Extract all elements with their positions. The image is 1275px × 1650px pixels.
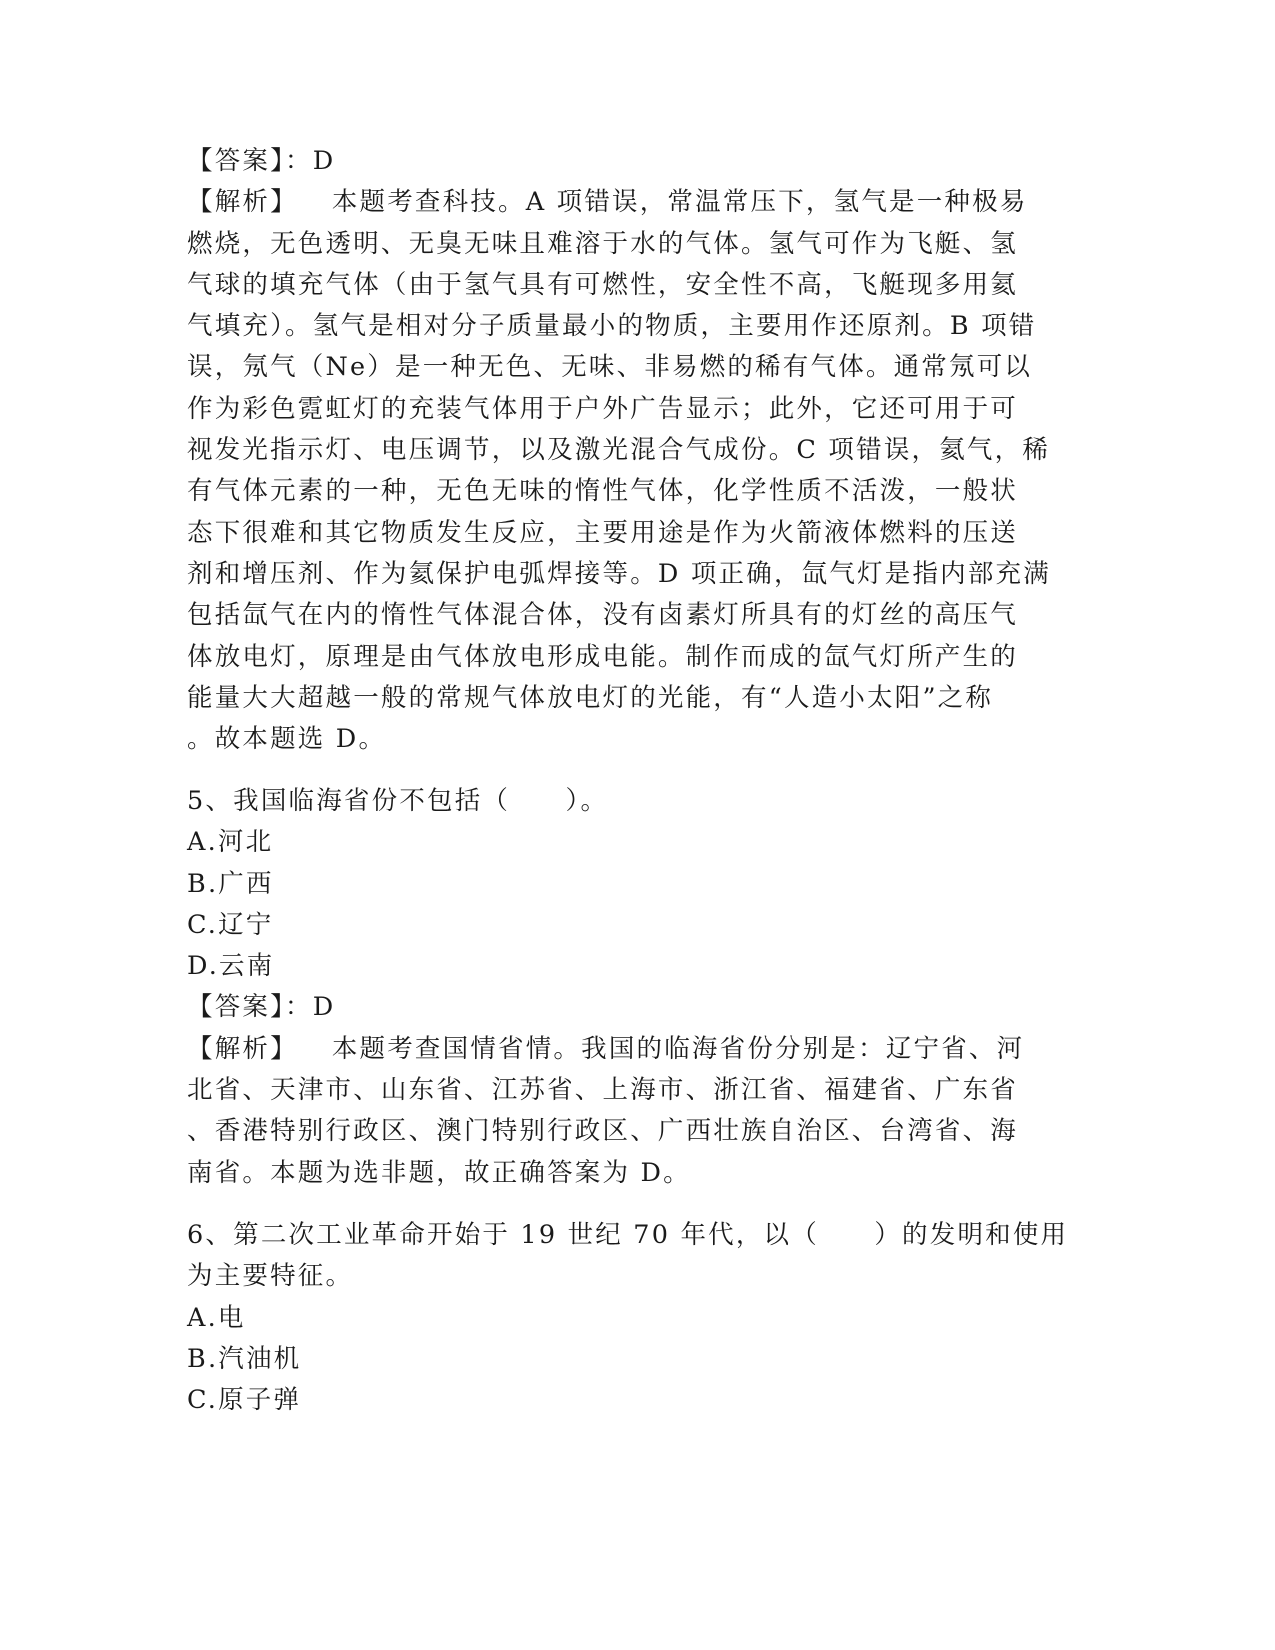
analysis-text: 体放电灯，原理是由气体放电形成电能。制作而成的氙气灯所产生的 — [187, 641, 1019, 672]
q5-analysis-line — [187, 1029, 1087, 1070]
q6-section — [187, 1215, 1087, 1421]
q4-answer-section — [187, 141, 1087, 760]
option-b: B.广西 — [187, 868, 274, 899]
q4-answer-line — [187, 141, 1087, 182]
option-c: C.原子弹 — [187, 1385, 302, 1416]
analysis-text: 误，氖气（Ne）是一种无色、无味、非易燃的稀有气体。通常氖可以 — [187, 352, 1033, 383]
analysis-text: 气填充）。氢气是相对分子质量最小的物质，主要用作还原剂。B 项错 — [187, 311, 1037, 342]
analysis-text: 能量大大超越一般的常规气体放电灯的光能，有“人造小太阳”之称 — [187, 682, 994, 713]
answer-label: 【答案】： — [187, 146, 313, 176]
analysis-text: 南省。本题为选非题，故正确答案为 D。 — [187, 1157, 691, 1188]
option-a: A.河北 — [187, 827, 274, 858]
analysis-text: 北省、天津市、山东省、江苏省、上海市、浙江省、福建省、广东省 — [187, 1075, 1019, 1106]
question-text: 5、我国临海省份不包括（ ）。 — [187, 786, 609, 816]
option-a: A.电 — [187, 1302, 246, 1333]
analysis-text: 剂和增压剂、作为氦保护电弧焊接等。D 项正确，氙气灯是指内部充满 — [187, 558, 1051, 589]
answer-value: D — [312, 146, 336, 176]
answer-label: 【答案】： — [187, 992, 313, 1023]
analysis-text: 态下很难和其它物质发生反应，主要用途是作为火箭液体燃料的压送 — [187, 517, 1019, 548]
analysis-text: 作为彩色霓虹灯的充装气体用于户外广告显示；此外，它还可用于可 — [187, 393, 1019, 424]
analysis-text: 。故本题选 D。 — [187, 724, 387, 755]
analysis-text: 燃烧，无色透明、无臭无味且难溶于水的气体。氢气可作为飞艇、氢 — [187, 228, 1019, 259]
analysis-text: 本题考查国情省情。我国的临海省份分别是：辽宁省、河 — [331, 1033, 1025, 1064]
analysis-text: 视发光指示灯、电压调节，以及激光混合气成份。C 项错误，氦气，稀 — [187, 435, 1051, 466]
answer-value: D — [312, 992, 336, 1023]
analysis-text: 本题考查科技。A 项错误，常温常压下，氢气是一种极易 — [331, 187, 1028, 218]
q5-answer-line — [187, 987, 1087, 1028]
analysis-label: 【解析】 — [187, 1033, 298, 1064]
q5-section — [187, 781, 1087, 1194]
analysis-text: 包括氙气在内的惰性气体混合体，没有卤素灯所具有的灯丝的高压气 — [187, 600, 1019, 631]
analysis-text: 、香港特别行政区、澳门特别行政区、广西壮族自治区、台湾省、海 — [187, 1116, 1019, 1147]
option-d: D.云南 — [187, 951, 275, 982]
option-b: B.汽油机 — [187, 1343, 302, 1374]
analysis-text: 有气体元素的一种，无色无味的惰性气体，化学性质不活泼，一般状 — [187, 476, 1019, 507]
q4-analysis-line — [187, 182, 1087, 223]
question-text: 为主要特征。 — [187, 1261, 354, 1292]
analysis-label: 【解析】 — [187, 187, 298, 218]
question-text: 6、第二次工业革命开始于 19 世纪 70 年代，以（ ）的发明和使用 — [187, 1220, 1069, 1250]
option-c: C.辽宁 — [187, 909, 274, 940]
analysis-text: 气球的填充气体（由于氢气具有可燃性，安全性不高，飞艇现多用氦 — [187, 269, 1019, 300]
